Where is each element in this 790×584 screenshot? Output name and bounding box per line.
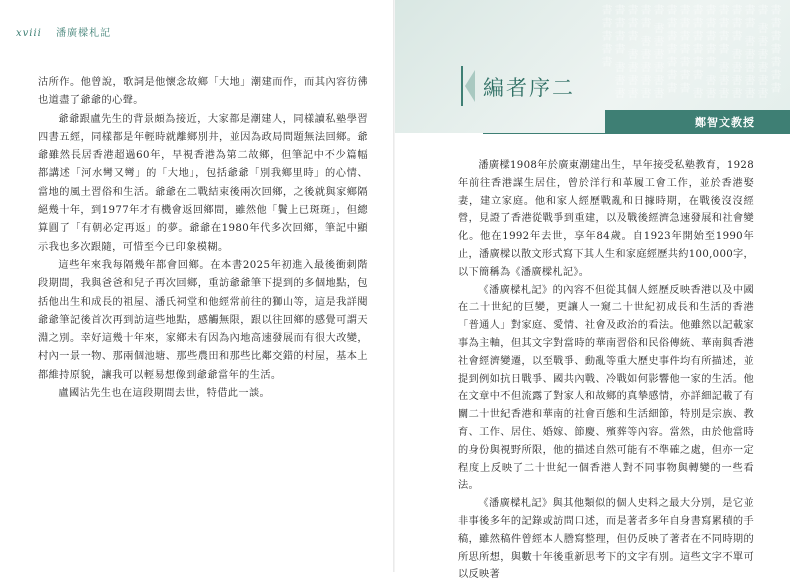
title-accent-bar [461,66,463,106]
author-rule [483,133,790,134]
left-page [0,0,395,572]
paragraph: 爺爺跟盧先生的背景頗為接近，大家都是潮建人，同樣讀私塾學習四書五經，同樣都是年輕時就離鄉別井，並因為政局問題無法回鄉。爺爺雖然長居香港超過60年，早視香港為第二故鄉，但筆記中不少篇幅都講述「河水彎又彎」的「大地」，包括爺爺「別我鄉里時」的心情、當地的風土習俗和生活。爺爺在二戰結束後兩次回鄉，之後就與家鄉隔絕幾十年，到1977年才有機會返回鄉間，雖然他「鬢上已斑斑」，但總算圓了「有朝必定再返」的夢。爺爺在1980年代多次回鄉，筆記中顯示我也多次跟隨，可惜至今已印象模糊。 [38,113,368,253]
calligraphy-background-texture: 書書書書書書書書 書書書書書書書書 書書書書書書書書 書書書書書書書書 書書書書書書書書 書書書書書書書書 書書書書書書書書 書書書書書書書書 書書書書書書書書 書書書書書書書書 書書書書書書書書 書書書書書書書書 [600,4,782,101]
paragraph: 這些年來我每隔幾年都會回鄉。在本書2025年初進入最後衝刺階段期間，我與爸爸和兒子再次回鄉，重訪爺爺筆下提到的多個地點，包括他出生和成長的祖屋、潘氏祠堂和他經常前往的獅山等，這是我詳閱爺爺筆記後首次再到訪這些地點，感觸無限，跟以往回鄉的感覺可謂天淵之別。幸好這幾十年來，家鄉未有因為內地高速發展而有很大改變，村內一景一物、那兩個池塘、那些農田和那些比鄰交錯的村屋，基本上都維持原貌，讓我可以輕易想像到爺爺當年的生活。 [38,259,368,381]
paragraph: 《潘廣樑札記》與其他類似的個人史料之最大分別，是它並非事後多年的記錄或訪問口述，而是著者多年自身書寫累積的手稿，雖然稿件曾經本人謄寫整理，但仍反映了著者在不同時期的所思所想，與數十年後重新思考下的文字有別。這些文字不單可以反映著 [458,498,754,581]
author-name: 鄭智文教授 [695,116,755,129]
paragraph: 沽所作。他曾說，歌詞是他懷念故鄉「大地」潮建而作，而其內容彷彿也道盡了爺爺的心聲。 [38,77,368,107]
paragraph: 《潘廣樑札記》的內容不但從其個人經歷反映香港以及中國在二十世紀的巨變，更讓人一窺二十世紀初成長和生活的香港「普通人」對家庭、愛情、社會及政治的看法。他雖然以記載家事為主軸，但其文字對當時的華南習俗和民俗傳統、華南與香港社會經濟變遷，以至戰爭、動亂等重大歷史事件均有所描述，並提到例如抗日戰爭、國共內戰、冷戰如何影響他一家的生活。他在文章中不但流露了對家人和故鄉的真摯感情，亦詳細記載了有關二十世紀香港和華南的社會百態和生活細節，特別是宗族、教育、工作、居住、婚嫁、節慶、殯葬等內容。當然，由於他當時的身份與視野所限，他的描述自然可能有不準確之處，但亦一定程度上反映了二十世紀一個香港人對不同事物與轉變的一些看法。 [458,284,754,492]
title-accent-wedge [465,70,475,102]
paragraph: 盧國沾先生也在這段期間去世，特借此一談。 [58,388,271,400]
right-body-text [458,157,754,584]
page-number: xviii [16,28,42,39]
right-page [395,0,790,581]
running-head [16,24,111,39]
left-body-text [38,74,368,403]
section-title: 編者序二 [483,76,575,100]
paragraph: 潘廣樑1908年於廣東潮建出生，早年接受私塾教育，1928年前往香港謀生居住，曾於洋行和革履工會工作，並於香港娶妻，建立家庭。他和家人經歷戰亂和日據時期，在戰後沒沒經營，見證了香港從戰爭到重建，以及戰後經濟急速發展和社會變化。他在1992年去世，享年84歲。自1923年開始至1990年止，潘廣樑以散文形式寫下其人生和家庭經歷共約100,000字，以下簡稱為《潘廣樑札記》。 [458,160,754,278]
running-title: 潘廣樑札記 [56,28,112,39]
